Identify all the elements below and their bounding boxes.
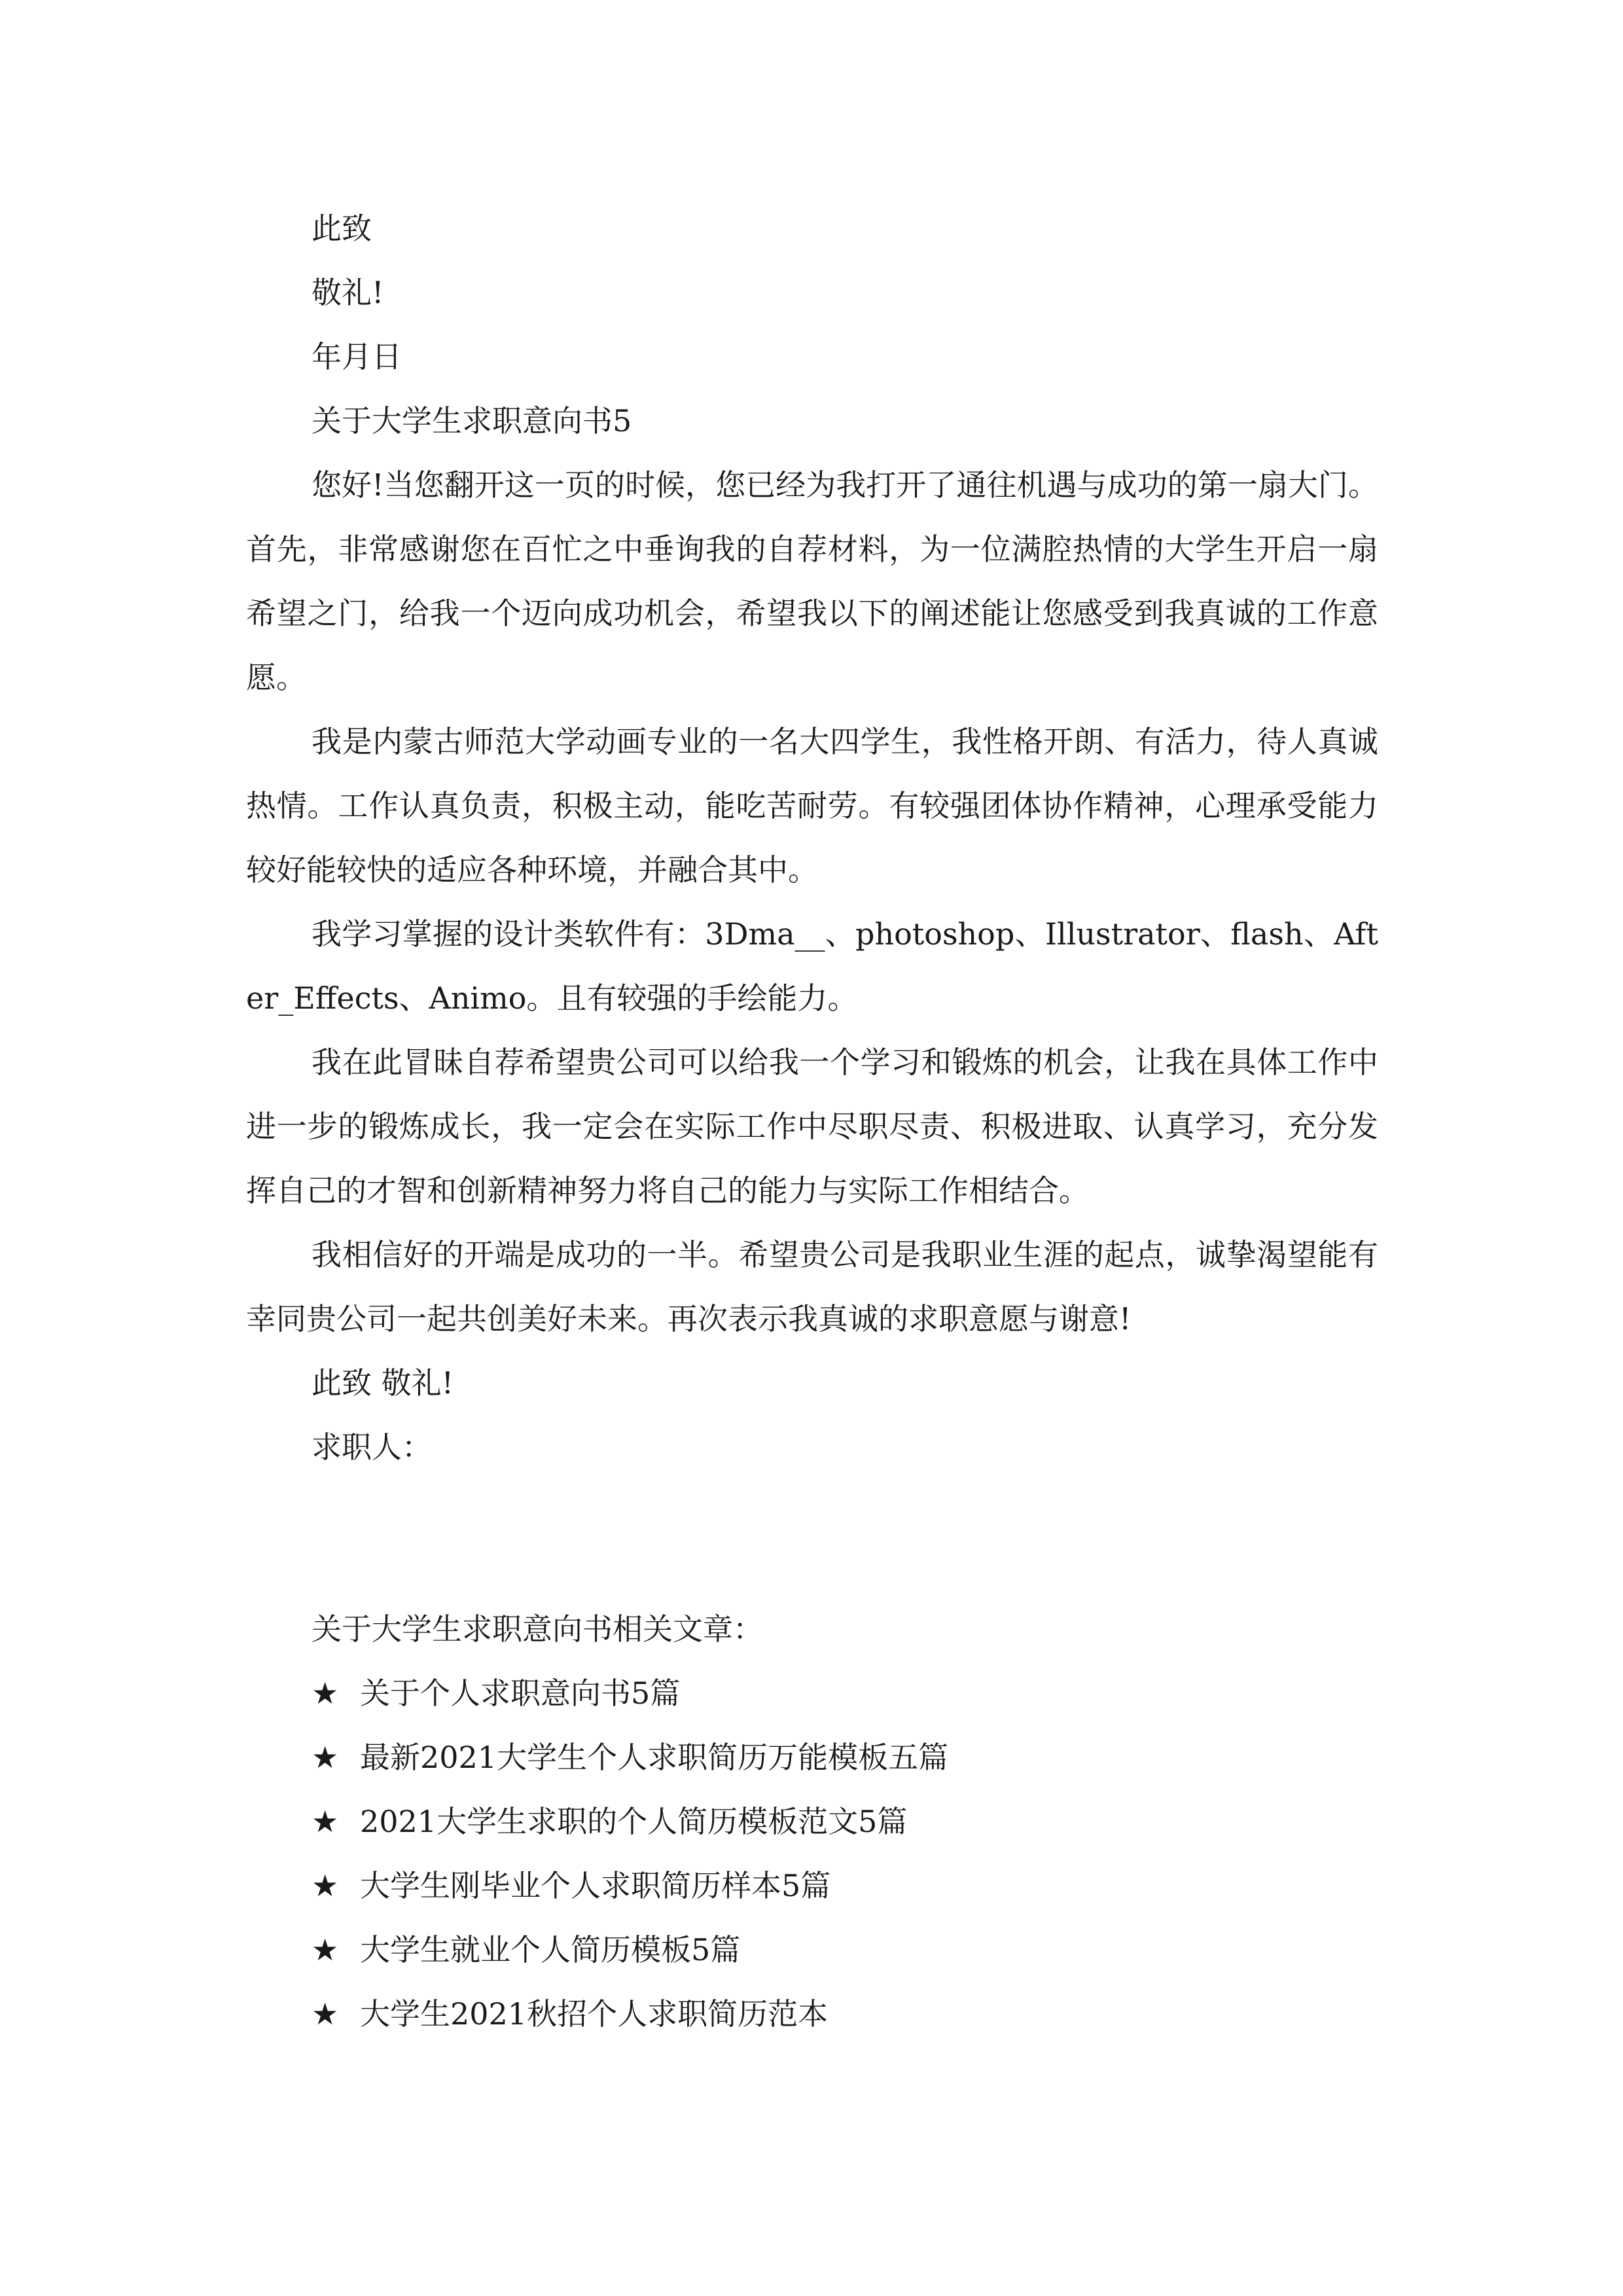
related-link[interactable] xyxy=(246,1789,1378,1854)
related-link-text: 大学生2021秋招个人求职简历范本 xyxy=(360,1996,829,2032)
paragraph-greeting: 您好!当您翻开这一页的时候，您已经为我打开了通往机遇与成功的第一扇大门。首先，非常感谢您在百忙之中垂询我的自荐材料，为一位满腔热情的大学生开启一扇希望之门，给我一个迈向成功机会，希望我以下的阐述能让您感受到我真诚的工作意愿。 xyxy=(246,467,1378,695)
related-link-text: 大学生就业个人简历模板5篇 xyxy=(360,1932,741,1967)
closing-salutation-regards: 此致 敬礼! xyxy=(312,1365,454,1401)
related-heading: 关于大学生求职意向书相关文章： xyxy=(312,1611,763,1647)
related-link-text: 最新2021大学生个人求职简历万能模板五篇 xyxy=(360,1740,949,1775)
related-link[interactable] xyxy=(246,1982,1378,2046)
paragraph-request: 我在此冒昧自荐希望贵公司可以给我一个学习和锻炼的机会，让我在具体工作中进一步的锻炼成长，我一定会在实际工作中尽职尽责、积极进取、认真学习，充分发挥自己的才智和创新精神努力将自己的能力与实际工作相结合。 xyxy=(246,1045,1378,1208)
star-icon: ★ xyxy=(312,1868,339,1903)
applicant-label: 求职人： xyxy=(312,1429,432,1465)
paragraph-introduction: 我是内蒙古师范大学动画专业的一名大四学生，我性格开朗、有活力，待人真诚热情。工作认真负责，积极主动，能吃苦耐劳。有较强团体协作精神，心理承受能力较好能较快的适应各种环境，并融合其中。 xyxy=(246,724,1378,888)
star-icon: ★ xyxy=(312,1932,339,1967)
paragraph-conclusion: 我相信好的开端是成功的一半。希望贵公司是我职业生涯的起点，诚挚渴望能有幸同贵公司一起共创美好未来。再次表示我真诚的求职意愿与谢意! xyxy=(246,1237,1378,1336)
star-icon: ★ xyxy=(312,1740,339,1775)
related-link-text: 关于个人求职意向书5篇 xyxy=(360,1676,681,1711)
star-icon: ★ xyxy=(312,1996,339,2032)
related-link[interactable] xyxy=(246,1725,1378,1789)
related-link-text: 大学生刚毕业个人求职简历样本5篇 xyxy=(360,1868,831,1903)
related-link-text: 2021大学生求职的个人简历模板范文5篇 xyxy=(360,1804,908,1839)
closing-date: 年月日 xyxy=(312,339,402,374)
related-articles xyxy=(246,1597,1378,2046)
paragraph-skills: 我学习掌握的设计类软件有：3Dma__、photoshop、Illustrator、flash、After_Effects、Animo。且有较强的手绘能力。 xyxy=(246,916,1378,1016)
section-title: 关于大学生求职意向书5 xyxy=(312,403,632,439)
star-icon: ★ xyxy=(312,1804,339,1839)
related-link[interactable] xyxy=(246,1918,1378,1982)
closing-regards: 敬礼! xyxy=(312,275,384,310)
closing-salutation: 此致 xyxy=(312,211,372,246)
star-icon: ★ xyxy=(312,1676,339,1711)
related-link[interactable] xyxy=(246,1661,1378,1725)
related-link[interactable] xyxy=(246,1854,1378,1918)
letter-body xyxy=(246,196,1378,1479)
